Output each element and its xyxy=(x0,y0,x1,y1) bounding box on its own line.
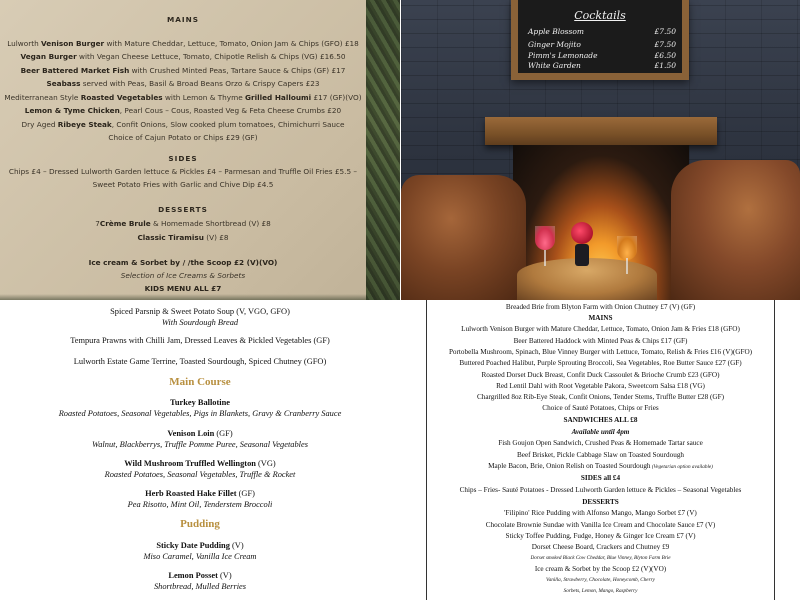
menu-line xyxy=(426,565,775,573)
line-text: Sticky Date Pudding xyxy=(156,541,230,550)
dessert-line xyxy=(0,217,366,230)
cocktail-glass xyxy=(617,236,637,260)
vase xyxy=(575,244,589,266)
dietary-tag: (V) xyxy=(217,571,232,580)
menu-line xyxy=(426,521,775,529)
dietary-tag: (GF) xyxy=(236,489,255,498)
menu-note xyxy=(426,555,775,561)
dish-name xyxy=(0,489,400,498)
menu-note: (Vegetarian option available) xyxy=(650,464,713,470)
menu-line xyxy=(426,371,775,379)
menu-line xyxy=(0,357,400,366)
sides-line: Chips £4 – Dressed Lulworth Garden lettuce & Pickles £4 – Parmesan and Truffle Oil Fries £5.5 – xyxy=(8,167,358,176)
cocktail-name: Apple Blossom xyxy=(528,27,584,36)
menu-line xyxy=(426,337,775,345)
framed-menu xyxy=(400,300,800,600)
paper-menu-photo xyxy=(0,0,400,300)
dish-detail: Choice of Cajun Potato or Chips £29 (GF) xyxy=(108,133,258,142)
dish-name: Lemon & Tyme Chicken xyxy=(24,106,120,115)
cocktail-price: £7.50 xyxy=(654,27,676,36)
mains-item xyxy=(0,91,366,104)
menu-line xyxy=(426,325,775,333)
line-text: Portobella Mushroom, Spinach, Blue Vinney Burger with Lettuce, Tomato, Relish & Fries £16 (V)(GFO) xyxy=(448,348,753,356)
dessert-prefix: 7 xyxy=(95,219,100,228)
cocktail-row xyxy=(528,40,676,49)
kids-menu-line: KIDS MENU ALL £7 xyxy=(144,284,222,293)
mains-heading: MAINS xyxy=(167,15,199,24)
dish-detail: Mediterranean Style xyxy=(4,93,81,102)
line-text: 'Filipino' Rice Pudding with Alfonso Mango, Mango Sorbet £7 (V) xyxy=(504,509,697,517)
line-text: Beef Brisket, Pickle Cabbage Slaw on Toasted Sourdough xyxy=(516,451,685,459)
line-text: Chargrilled 8oz Rib-Eye Steak, Confit Onions, Tender Stems, Truffle Butter £28 (GF) xyxy=(476,393,725,401)
line-text: Turkey Ballotine xyxy=(170,398,230,407)
dish-detail: Dry Aged xyxy=(21,120,58,129)
line-text: Lulworth Estate Game Terrine, Toasted Sourdough, Spiced Chutney (GFO) xyxy=(73,357,327,366)
line-text: MAINS xyxy=(588,314,613,322)
cocktail-name: Pimm's Lemonade xyxy=(528,51,598,60)
line-text: Chips – Fries- Sauté Potatoes - Dressed Lulworth Garden lettuce & Pickles – Seasonal Vegetables xyxy=(459,486,742,494)
icecream-name: Ice cream & Sorbet by xyxy=(88,258,181,267)
line-text: Fish Goujon Open Sandwich, Crushed Peas & Homemade Tartar sauce xyxy=(498,439,703,447)
dish-detail: with Crushed Minted Peas, Tartare Sauce & Chips (GF) £17 xyxy=(129,66,346,75)
dish-name xyxy=(0,429,400,438)
line-text: Pudding xyxy=(180,518,220,530)
line-text: Spiced Parsnip & Sweet Potato Soup (V, VGO, GFO) xyxy=(110,307,290,316)
line-text: Sticky Toffee Pudding, Fudge, Honey & Ginger Ice Cream £7 (V) xyxy=(505,532,696,540)
dessert-detail: (V) £8 xyxy=(203,233,229,242)
paper-menu xyxy=(0,0,366,300)
line-text: Maple Bacon, Brie, Onion Relish on Toasted Sourdough xyxy=(488,462,651,470)
dish-detail: Lulworth xyxy=(7,39,42,48)
line-text: Pea Risotto, Mint Oil, Tenderstem Broccoli xyxy=(127,500,273,509)
dish-description xyxy=(0,440,400,449)
mains-item xyxy=(0,37,366,50)
sides-heading: SIDES xyxy=(168,154,198,163)
dish-name xyxy=(0,541,400,550)
cocktail-name: White Garden xyxy=(528,61,581,70)
menu-note xyxy=(426,588,775,594)
dish-name: Beer Battered Market Fish xyxy=(20,66,130,75)
dish-name: Roasted Vegetables xyxy=(80,93,163,102)
menu-line xyxy=(426,462,775,470)
dish-detail: , Pearl Cous – Cous, Roasted Veg & Feta Cheese Crumbs £20 xyxy=(119,106,342,115)
menu-line xyxy=(426,532,775,540)
line-text: Main Course xyxy=(169,376,231,388)
cocktail-price: £6.50 xyxy=(654,51,676,60)
course-heading xyxy=(0,518,400,530)
dietary-tag: (VG) xyxy=(255,459,276,468)
menu-line xyxy=(426,382,775,390)
line-text: Choice of Sauté Potatoes, Chips or Fries xyxy=(542,404,659,412)
fireplace-photo xyxy=(401,0,800,300)
dish-description xyxy=(0,318,400,327)
menu-line xyxy=(426,439,775,447)
desserts-heading: DESSERTS xyxy=(158,205,208,214)
menu-line xyxy=(426,486,775,494)
mains-item xyxy=(0,131,366,144)
dish-detail: with Mature Cheddar, Lettuce, Tomato, Onion Jam & Chips (GFO) £18 xyxy=(104,39,359,48)
line-text: With Sourdough Bread xyxy=(161,318,239,327)
wooden-mantel xyxy=(485,117,717,145)
section-heading xyxy=(426,474,775,482)
cocktail-price: £7.50 xyxy=(654,40,676,49)
menu-line xyxy=(426,303,775,311)
section-heading xyxy=(426,498,775,506)
line-text: SANDWICHES ALL £8 xyxy=(563,416,638,424)
dish-name xyxy=(0,571,400,580)
line-text: Dorset Cheese Board, Crackers and Chutney £9 xyxy=(531,543,670,551)
icecream-line xyxy=(0,256,366,269)
cocktail-price: £1.50 xyxy=(654,61,676,70)
dessert-name: Crème Brule xyxy=(99,219,151,228)
dish-detail: served with Peas, Basil & Broad Beans Orzo & Crispy Capers £23 xyxy=(80,79,320,88)
line-text: Miso Caramel, Vanilla Ice Cream xyxy=(143,552,257,561)
section-heading xyxy=(426,416,775,424)
dish-description xyxy=(0,552,400,561)
foliage-edge xyxy=(366,0,400,300)
menu-line xyxy=(0,307,400,316)
menu-note xyxy=(426,577,775,583)
flower-arrangement xyxy=(571,222,593,244)
dessert-detail: & Homemade Shortbread (V) £8 xyxy=(150,219,271,228)
line-text: Lemon Posset xyxy=(168,571,218,580)
dish-description xyxy=(0,500,400,509)
mains-item xyxy=(0,104,366,117)
menu-line xyxy=(426,348,775,356)
menu-line xyxy=(426,451,775,459)
leather-armchair xyxy=(671,160,800,300)
mains-item xyxy=(0,64,366,77)
leather-armchair xyxy=(401,175,526,300)
dish-name: Grilled Halloumi xyxy=(245,93,312,102)
cocktail-board xyxy=(511,0,689,80)
sides-line: Sweet Potato Fries with Garlic and Chive Dip £4.5 xyxy=(92,180,274,189)
dish-description xyxy=(0,582,400,591)
menu-line xyxy=(0,336,400,345)
dish-detail: with Vegan Cheese Lettuce, Tomato, Chipotle Relish & Chips (VG) £16.50 xyxy=(76,52,346,61)
line-text: Lulworth Venison Burger with Mature Cheddar, Lettuce, Tomato, Onion Jam & Fries £18 (GFO) xyxy=(461,325,740,333)
menu-line xyxy=(426,543,775,551)
dessert-name: Classic Tiramisu xyxy=(137,233,204,242)
line-text: Tempura Prawns with Chilli Jam, Dressed Leaves & Pickled Vegetables (GF) xyxy=(70,336,330,345)
icecream-sub: Selection of Ice Creams & Sorbets xyxy=(120,271,246,280)
course-heading xyxy=(0,376,400,388)
dish-detail: , Confit Onions, Slow cooked plum tomatoes, Chimichurri Sauce xyxy=(111,120,345,129)
line-text: Roasted Dorset Duck Breast, Confit Duck Cassoulet & Brioche Crumb £23 (GFO) xyxy=(481,371,720,379)
icecream-detail: / /the Scoop £2 (V)(VO) xyxy=(180,258,278,267)
dish-name xyxy=(0,459,400,468)
line-text: Ice cream & Sorbet by the Scoop £2 (V)(VO) xyxy=(534,565,667,573)
dessert-line xyxy=(0,231,366,244)
line-text: Chocolate Brownie Sundae with Vanilla Ice Cream and Chocolate Sauce £7 (V) xyxy=(485,521,716,529)
cocktail-glass xyxy=(535,226,555,250)
menu-line xyxy=(426,404,775,412)
cocktail-row xyxy=(528,51,676,60)
line-text: Sorbets, Lemon, Mango, Raspberry xyxy=(563,588,638,594)
cocktail-row xyxy=(528,61,676,70)
line-text: DESSERTS xyxy=(582,498,619,506)
dish-name: Seabass xyxy=(46,79,81,88)
mains-item xyxy=(0,77,366,90)
line-text: Vanilla, Strawberry, Chocolate, Honeycomb, Cherry xyxy=(546,577,655,583)
cocktail-name: Ginger Mojito xyxy=(528,40,581,49)
dietary-tag: (GF) xyxy=(214,429,233,438)
dish-detail: with Lemon & Thyme xyxy=(162,93,246,102)
glass-stem xyxy=(544,250,546,266)
dietary-tag: (V) xyxy=(229,541,244,550)
dish-description xyxy=(0,409,400,418)
line-text: Buttered Poached Halibut, Purple Sprouting Broccoli, Sea Vegetables, Roe Butter Sauce £27 (GF) xyxy=(459,359,742,367)
dish-name: Vegan Burger xyxy=(20,52,77,61)
glass-stem xyxy=(626,258,628,274)
cocktail-board-title: Cocktails xyxy=(574,9,626,22)
line-text: SIDES all £4 xyxy=(580,474,621,482)
menu-line xyxy=(426,393,775,401)
cocktail-row xyxy=(528,27,676,36)
line-text: Herb Roasted Hake Fillet xyxy=(145,489,237,498)
section-heading xyxy=(426,314,775,322)
line-text: Walnut, Blackberrys, Truffle Pomme Puree, Seasonal Vegetables xyxy=(92,440,308,449)
line-text: Wild Mushroom Truffled Wellington xyxy=(124,459,256,468)
dish-detail: £17 (GF)(VO) xyxy=(311,93,362,102)
dish-name: Ribeye Steak xyxy=(57,120,112,129)
dish-name xyxy=(0,398,400,407)
menu-line xyxy=(426,509,775,517)
dish-name: Venison Burger xyxy=(41,39,105,48)
mains-item xyxy=(0,118,366,131)
line-text: Shortbread, Mulled Berries xyxy=(153,582,247,591)
mains-item xyxy=(0,50,366,63)
line-text: Red Lentil Dahl with Root Vegetable Pakora, Sweetcorn Salsa £18 (VG) xyxy=(496,382,705,390)
menu-line xyxy=(426,359,775,367)
dish-description xyxy=(0,470,400,479)
line-text: Dorset smoked Black Cow Cheddar, Blue Vinney, Blyton Farm Brie xyxy=(530,555,671,561)
line-text: Breaded Brie from Blyton Farm with Onion Chutney £7 (V) (GF) xyxy=(505,303,696,311)
line-text: Available until 4pm xyxy=(571,428,630,436)
line-text: Venison Loin xyxy=(167,429,215,438)
line-text: Roasted Potatoes, Seasonal Vegetables, Pigs in Blankets, Gravy & Cranberry Sauce xyxy=(58,409,342,418)
festive-menu xyxy=(0,300,400,600)
line-text: Roasted Potatoes, Seasonal Vegetables, Truffle & Rocket xyxy=(104,470,296,479)
line-text: Beer Battered Haddock with Minted Peas & Chips £17 (GF) xyxy=(513,337,688,345)
section-heading xyxy=(426,428,775,436)
